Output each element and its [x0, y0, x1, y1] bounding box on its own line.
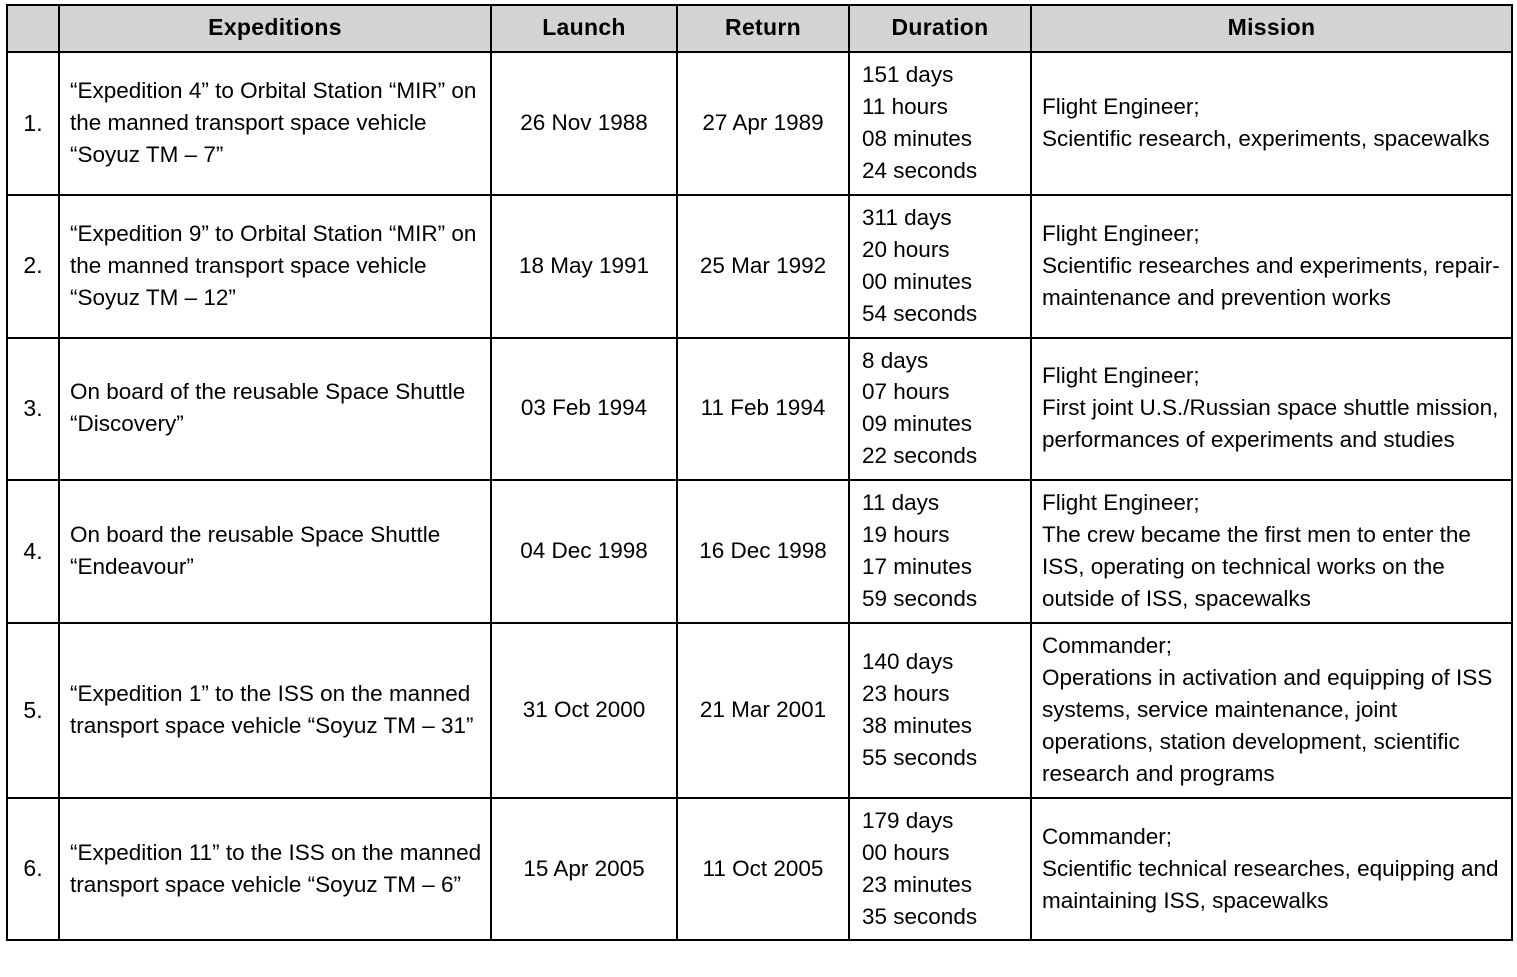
- row-number: 5.: [7, 623, 59, 798]
- row-number: 2.: [7, 195, 59, 338]
- row-number: 4.: [7, 480, 59, 623]
- row-expedition: “Expedition 11” to the ISS on the manned transport space vehicle “Soyuz TM – 6”: [59, 798, 491, 941]
- expeditions-table: [6, 4, 1513, 941]
- row-mission: Flight Engineer; The crew became the first men to enter the ISS, operating on technical works on the outside of ISS, spacewalks: [1031, 480, 1512, 623]
- row-number: 6.: [7, 798, 59, 941]
- table-body: [7, 52, 1512, 940]
- table-row: [7, 338, 1512, 481]
- table-row: [7, 798, 1512, 941]
- row-expedition: “Expedition 1” to the ISS on the manned transport space vehicle “Soyuz TM – 31”: [59, 623, 491, 798]
- row-mission: Flight Engineer; Scientific research, experiments, spacewalks: [1031, 52, 1512, 195]
- row-expedition: On board the reusable Space Shuttle “Endeavour”: [59, 480, 491, 623]
- row-duration: 11 days 19 hours 17 minutes 59 seconds: [849, 480, 1031, 623]
- column-header-expeditions: Expeditions: [59, 5, 491, 52]
- row-return: 25 Mar 1992: [677, 195, 849, 338]
- row-expedition: “Expedition 9” to Orbital Station “MIR” on the manned transport space vehicle “Soyuz TM – 12”: [59, 195, 491, 338]
- row-return: 27 Apr 1989: [677, 52, 849, 195]
- row-launch: 15 Apr 2005: [491, 798, 677, 941]
- row-return: 11 Oct 2005: [677, 798, 849, 941]
- row-duration: 179 days 00 hours 23 minutes 35 seconds: [849, 798, 1031, 941]
- column-header-return: Return: [677, 5, 849, 52]
- row-launch: 03 Feb 1994: [491, 338, 677, 481]
- column-header-launch: Launch: [491, 5, 677, 52]
- row-launch: 04 Dec 1998: [491, 480, 677, 623]
- row-mission: Commander; Operations in activation and equipping of ISS systems, service maintenance, joint operations, station development, scientific research and programs: [1031, 623, 1512, 798]
- table-row: [7, 195, 1512, 338]
- table-row: [7, 480, 1512, 623]
- table-row: [7, 52, 1512, 195]
- row-duration: 8 days 07 hours 09 minutes 22 seconds: [849, 338, 1031, 481]
- row-return: 11 Feb 1994: [677, 338, 849, 481]
- row-duration: 311 days 20 hours 00 minutes 54 seconds: [849, 195, 1031, 338]
- row-number: 3.: [7, 338, 59, 481]
- row-return: 21 Mar 2001: [677, 623, 849, 798]
- table-row: [7, 623, 1512, 798]
- column-header-mission: Mission: [1031, 5, 1512, 52]
- row-number: 1.: [7, 52, 59, 195]
- row-expedition: On board of the reusable Space Shuttle “Discovery”: [59, 338, 491, 481]
- row-launch: 26 Nov 1988: [491, 52, 677, 195]
- column-header-duration: Duration: [849, 5, 1031, 52]
- row-duration: 140 days 23 hours 38 minutes 55 seconds: [849, 623, 1031, 798]
- row-launch: 31 Oct 2000: [491, 623, 677, 798]
- header-row: [7, 5, 1512, 52]
- row-mission: Flight Engineer; First joint U.S./Russian space shuttle mission, performances of experiments and studies: [1031, 338, 1512, 481]
- row-mission: Flight Engineer; Scientific researches and experiments, repair- maintenance and prevention works: [1031, 195, 1512, 338]
- table-header: [7, 5, 1512, 52]
- row-launch: 18 May 1991: [491, 195, 677, 338]
- row-return: 16 Dec 1998: [677, 480, 849, 623]
- row-mission: Commander; Scientific technical researches, equipping and maintaining ISS, spacewalks: [1031, 798, 1512, 941]
- row-duration: 151 days 11 hours 08 minutes 24 seconds: [849, 52, 1031, 195]
- row-expedition: “Expedition 4” to Orbital Station “MIR” on the manned transport space vehicle “Soyuz TM – 7”: [59, 52, 491, 195]
- column-header-number: [7, 5, 59, 52]
